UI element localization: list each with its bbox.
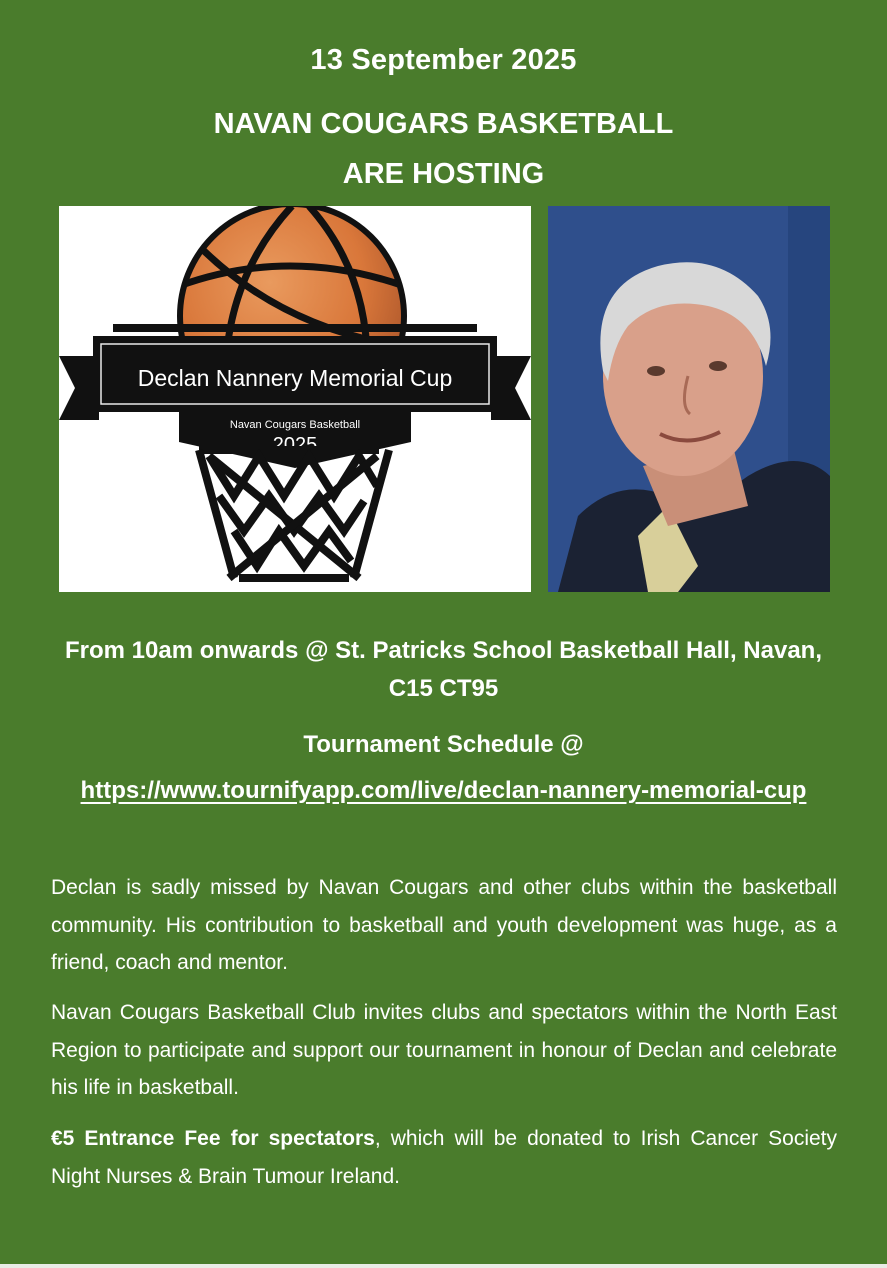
- entrance-fee-paragraph: [51, 1120, 837, 1195]
- schedule-label: Tournament Schedule @: [303, 731, 584, 758]
- tournament-schedule-link[interactable]: https://www.tournifyapp.com/live/declan-nannery-memorial-cup: [80, 777, 807, 804]
- logo-year: 2025: [272, 434, 318, 456]
- entrance-fee-details: , which will be donated to Irish Cancer Society Night Nurses & Brain Tumour Ireland.: [51, 1127, 837, 1188]
- event-date: 13 September 2025: [310, 44, 577, 76]
- invitation-paragraph: Navan Cougars Basketball Club invites clubs and spectators within the North East Region to participate and support our tournament in honour of Declan and celebrate his life in basketball.: [51, 1001, 837, 1099]
- entrance-fee-highlight: €5 Entrance Fee for spectators: [51, 1127, 375, 1150]
- basketball-logo-graphic: [59, 206, 531, 592]
- logo-title: Declan Nannery Memorial Cup: [137, 365, 453, 391]
- host-heading-line1: NAVAN COUGARS BASKETBALL: [213, 108, 674, 140]
- venue-details: From 10am onwards @ St. Patricks School Basketball Hall, Navan, C15 CT95: [65, 637, 822, 702]
- logo-subtitle: Navan Cougars Basketball: [229, 419, 361, 431]
- person-portrait-icon: [548, 206, 830, 592]
- basketball-net-icon: [199, 450, 389, 578]
- host-heading-line2: ARE HOSTING: [342, 158, 545, 190]
- tribute-paragraph: Declan is sadly missed by Navan Cougars and other clubs within the basketball community. His contribution to basketball and youth development was huge, as a friend, coach and mentor.: [51, 876, 837, 974]
- portrait-photo: [548, 206, 830, 592]
- memorial-cup-logo: [59, 206, 531, 592]
